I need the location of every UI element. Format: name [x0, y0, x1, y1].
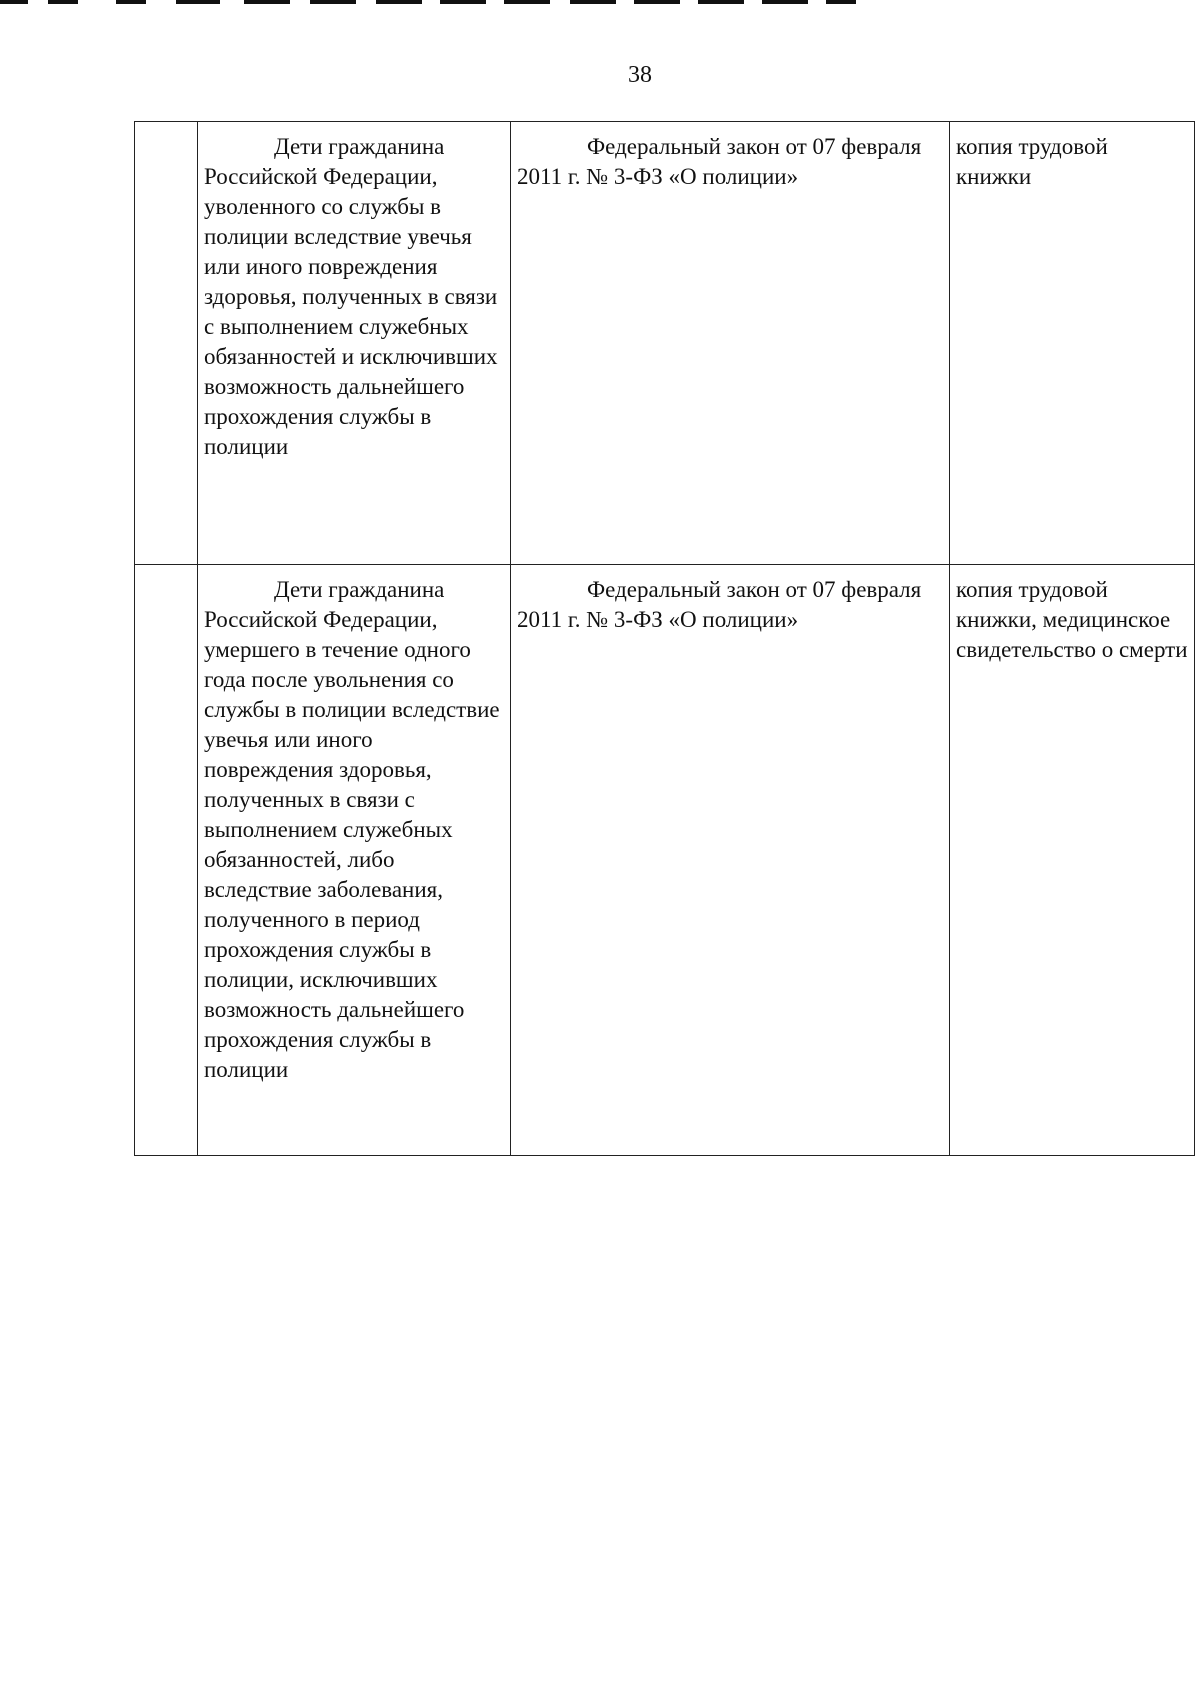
table-row	[135, 122, 1195, 565]
documents-cell	[950, 122, 1195, 565]
page-number: 38	[628, 62, 652, 88]
table-row	[135, 565, 1195, 1156]
documents-cell	[950, 565, 1195, 1156]
law-text: Федеральный закон от 07 февраля 2011 г. № 3-ФЗ «О полиции»	[517, 134, 922, 189]
category-cell	[198, 122, 511, 565]
law-cell	[511, 565, 950, 1156]
category-cell	[198, 565, 511, 1156]
scan-top-border-marks	[0, 0, 900, 6]
documents-text: копия трудовой книжки, медицинское свидетельство о смерти	[956, 577, 1188, 662]
category-text: Дети гражданина Российской Федерации, умершего в течение одного года после увольнения со службы в полиции вследствие увечья или иного повреждения здоровья, полученных в связи с выполнением служебных обязанностей, либо вследствие заболевания, полученного в период прохождения службы в полиции, исключивших возможность дальнейшего прохождения службы в полиции	[204, 577, 500, 1082]
row-number-cell	[135, 122, 198, 565]
law-cell	[511, 122, 950, 565]
law-text: Федеральный закон от 07 февраля 2011 г. № 3-ФЗ «О полиции»	[517, 577, 922, 632]
eligibility-table	[134, 121, 1195, 1156]
category-text: Дети гражданина Российской Федерации, уволенного со службы в полиции вследствие увечья или иного повреждения здоровья, полученных в связи с выполнением служебных обязанностей и исключивших возможность дальнейшего прохождения службы в полиции	[204, 134, 498, 459]
row-number-cell	[135, 565, 198, 1156]
documents-text: копия трудовой книжки	[956, 134, 1108, 189]
